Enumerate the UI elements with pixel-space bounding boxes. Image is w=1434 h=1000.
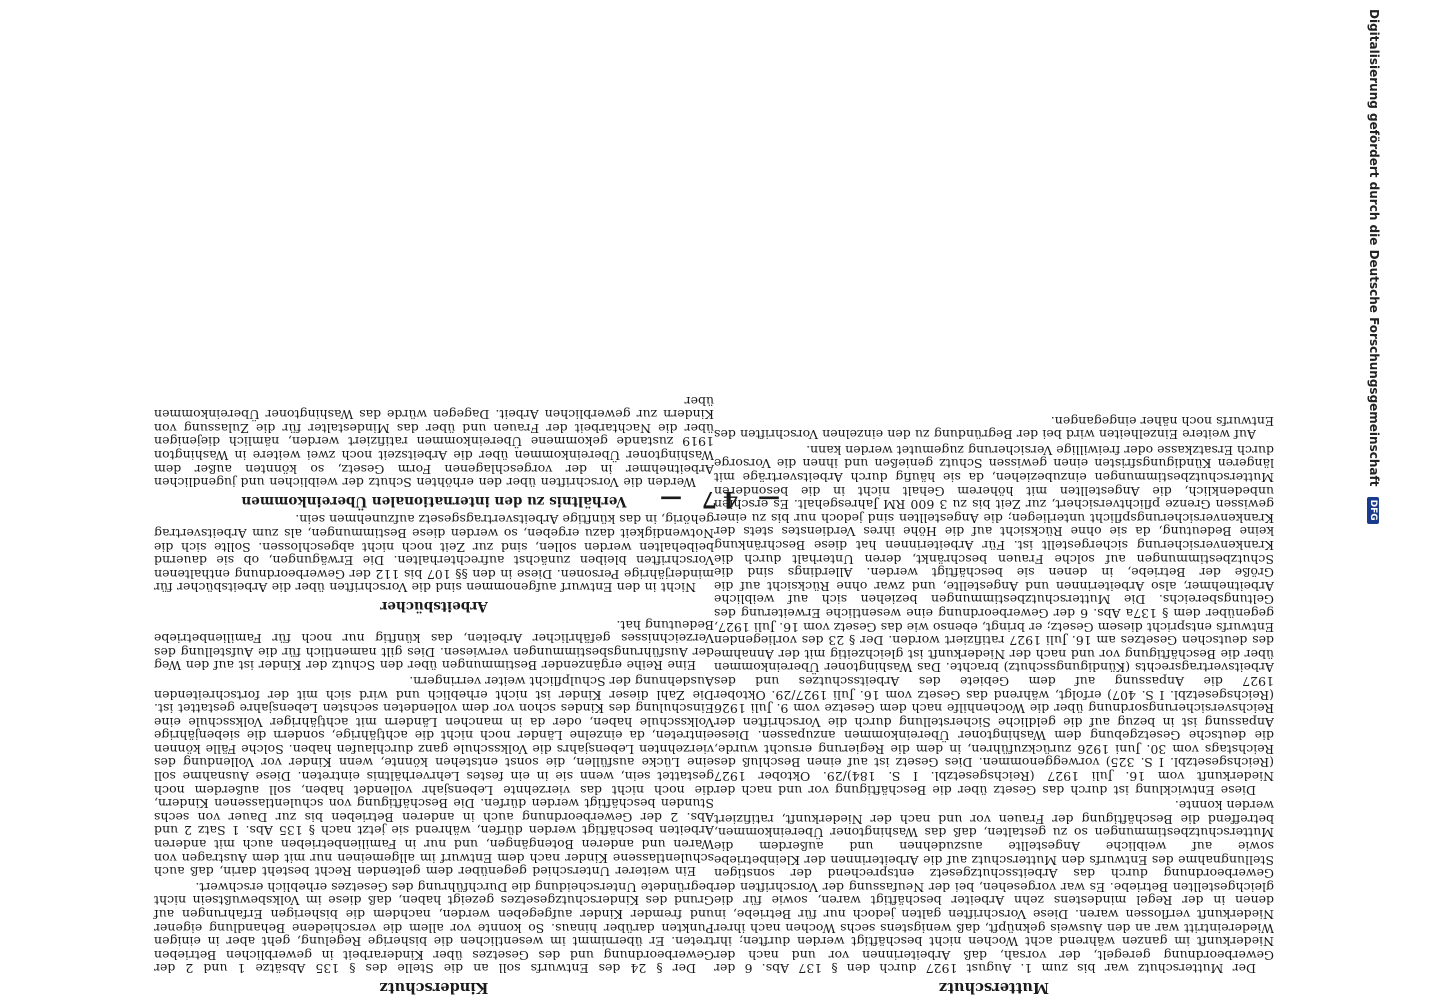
credit-text: Digitalisierung gefördert durch die Deutsche Forschungsgemeinschaft [1367, 9, 1381, 487]
paragraph: Der § 24 des Entwurfs soll an die Stelle des § 135 Absätze 1 und 2 der Gewerbeordnung und des Gesetzes über Kinderarbeit in gewerblichen Betrieben treten. Er übernimmt im wesentlichen die bisherige Regelung, geht aber in einigen Punkten darüber hinaus. So konnte vor allem die verschiedene Behandlung eigener und fremder Kinder aufgegeben werden, nachdem die bisherigen Erfahrungen auf Grund des Kinderschutzgesetzes gezeigt haben, daß diese im Volksbewußtsein nicht begründete Unterscheidung die Durchführung des Gesetzes erheblich erschwert. [154, 879, 714, 977]
paragraph: Auf weitere Einzelheiten wird bei der Begründung zu den einzelnen Vorschriften des Entwurfs noch näher eingegangen. [714, 413, 1274, 443]
right-column [154, 0, 714, 1000]
paragraph: Werden die Vorschriften über den erhöhten Schutz der weiblichen und jugendlichen Arbeitnehmer in der vorgeschlagenen Form Gesetz, so könnten außer dem Washingtoner Übereinkommen über die Arbeitszeit noch zwei weitere in Washington 1919 zustande gekommene Übereinkommen ratifiziert werden, nämlich diejenigen über die Nachtarbeit der Frauen und über das Mindestalter für die Zulassung von Kindern zur gewerblichen Arbeit. Dagegen würde das Washingtoner Übereinkommen über [154, 393, 714, 491]
paragraph: Ein weiterer Unterschied gegenüber dem geltenden Recht besteht darin, daß auch schulentlassene Kinder nach dem Entwurf im allgemeinen nur mit dem Austragen von Waren und anderen Botengängen, und nur in Familienbetrieben auch mit anderen Arbeiten beschäftigt werden dürfen, während sie jetzt nach § 135 Abs. 1 Satz 2 und Abs. 2 der Gewerbeordnung auch in anderen Betrieben bis zur Dauer von sechs Stunden beschäftigt werden dürfen. Die Beschäftigung von schulentlassenen Kindern, die noch nicht das vierzehnte Lebensjahr vollendet haben, soll außerdem noch gestattet sein, wenn sie in ein festes Lehrverhältnis eintreten. Diese Ausnahme soll eine Lücke ausfüllen, die sonst entstehen könnte, wenn Kinder vor Vollendung des vierzehnten Lebensjahrs die Volksschule ganz durchlaufen haben. Solche Fälle können eintreten, da einzelne Länder noch nicht die achtjährige, sondern die siebenjährige Volksschule haben, oder da in manchen Ländern mit achtjähriger Volksschule eine Einschulung des Kindes schon vor dem vollendeten sechsten Lebensjahre gestattet ist. Die Zahl dieser Kinder ist nicht erheblich und wird sich mit der fortschreitenden Ausdehnung der Schulpflicht weiter verringern. [154, 673, 714, 880]
section-heading-internationale-uebereinkommen: Verhältnis zu den internationalen Übereinkommen [241, 492, 627, 509]
section-heading-arbeitsbuecher: Arbeitsbücher [380, 597, 488, 614]
paragraph: Diese Entwicklung ist durch das Gesetz über die Beschäftigung vor und nach der Niederkunft vom 16. Juli 1927 (Reichsgesetzbl. I S. 184)/29. Oktober 1927 (Reichsgesetzbl. I S. 325) vorweggenommen. Dies Gesetz ist auf einen Beschluß des Reichstags vom 30. Juni 1926 zurückzuführen, in dem die Regierung ersucht wurde, die deutsche Gesetzgebung dem Washingtoner Übereinkommen anzupassen. Diese Anpassung ist in bezug auf die geldliche Sicherstellung durch die Vorschriften der Reichsversicherungsordnung über die Wochenhilfe nach dem Gesetze vom 9. Juli 1926 (Reichsgesetzbl. I S. 407) erfolgt, während das Gesetz vom 16. Juli 1927/29. Oktober 1927 die Anpassung auf dem Gebiete des Arbeitsschutzes und des Arbeitsvertragsrechts (Kündigungsschutz) brachte. Das Washingtoner Übereinkommen über die Beschäftigung vor und nach der Niederkunft ist gleichzeitig mit der Annahme des deutschen Gesetzes am 16. Juli 1927 ratifiziert worden. Der § 23 des vorliegenden Entwurfs entspricht diesem Gesetz; er bringt, ebenso wie das Gesetz vom 16. Juli 1927, gegenüber dem § 137a Abs. 6 der Gewerbeordnung eine wesentliche Erweiterung des Geltungsbereichs. Die Mutterschutzbestimmungen beziehen sich auf weibliche Arbeitnehmer, also Arbeiterinnen und Angestellte, und zwar ohne Rücksicht auf die Größe der Betriebe, in denen sie beschäftigt werden. Allerdings sind die Schutzbestimmungen auf solche Frauen beschränkt, deren Unterhalt durch die Krankenversicherung sichergestellt ist. Für Arbeiterinnen hat diese Beschränkung keine Bedeutung, da sie ohne Rücksicht auf die Höhe ihres Verdienstes stets der Krankenversicherungspflicht unterliegen; die Angestellten sind jedoch nur bis zu einer gewissen Grenze pflichtversichert, zur Zeit bis zu 3 600 RM Jahresgehalt. Es erschien unbedenklich, die Angestellten mit höherem Gehalt nicht in die besonderen Mutterschutzbestimmungen einzubeziehen, da sie häufig durch Arbeitsverträge mit längeren Kündigungsfristen einen gewissen Schutz genießen und ihnen die Vorsorge durch Ersatzkasse oder freiwillige Versicherung zugemutet werden kann. [714, 442, 1274, 798]
digitization-credit [1363, 9, 1381, 969]
left-column [714, 0, 1274, 1000]
paragraph: Nicht in den Entwurf aufgenommen sind die Vorschriften über die Arbeitsbücher für minderjährige Personen. Diese in den §§ 107 bis 112 der Gewerbeordnung enthaltenen Vorschriften bleiben zunächst aufrechterhalten. Die Erwägungen, ob sie dauernd beibehalten werden sollen, sind zur Zeit noch nicht abgeschlossen. Sollte sich die Notwendigkeit dazu ergeben, so werden diese Bestimmungen, als zum Arbeitsvertrag gehörig, in das künftige Arbeitsvertragsgesetz aufzunehmen sein. [154, 512, 714, 596]
page-number: — 47 — [654, 486, 780, 512]
section-heading-mutterschutz: Mutterschutz [939, 979, 1049, 996]
dfg-logo-badge: DFG [1368, 497, 1380, 524]
paragraph: Eine Reihe ergänzender Bestimmungen über den Schutz der Kinder ist auf den Weg der Ausführungsbestimmungen verwiesen. Dies gilt namentlich für die Aufstellung des Verzeichnisses gefährlicher Arbeiten, das künftig nur noch für Familienbetriebe Bedeutung hat. [154, 617, 714, 674]
paragraph: Der Mutterschutz war bis zum 1. August 1927 durch den § 137 Abs. 6 der Gewerbeordnung geregelt, der vorsah, daß Arbeiterinnen vor und nach der Niederkunft im ganzen während acht Wochen nicht beschäftigt werden durften; ihr Wiedereintritt war an den Ausweis geknüpft, daß wenigstens sechs Wochen nach ihrer Niederkunft verflossen waren. Diese Vorschriften galten jedoch nur für Betriebe, in denen in der Regel mindestens zehn Arbeiter beschäftigt waren, sowie für die gleichgestellten Betriebe. Es war vorgesehen, bei der Neufassung der Vorschriften der Gewerbeordnung durch das Arbeitsschutzgesetz entsprechend der sonstigen Stellungnahme des Entwurfs den Mutterschutz auf die Arbeiterinnen der Kleinbetriebe sowie auf weibliche Angestellte auszudehnen und außerdem die Mutterschutzbestimmungen so zu gestalten, daß das Washingtoner Übereinkommen, betreffend die Beschäftigung der Frauen vor und nach der Niederkunft, ratifiziert werden konnte. [714, 798, 1274, 977]
section-heading-kinderschutz: Kinderschutz [379, 979, 489, 996]
